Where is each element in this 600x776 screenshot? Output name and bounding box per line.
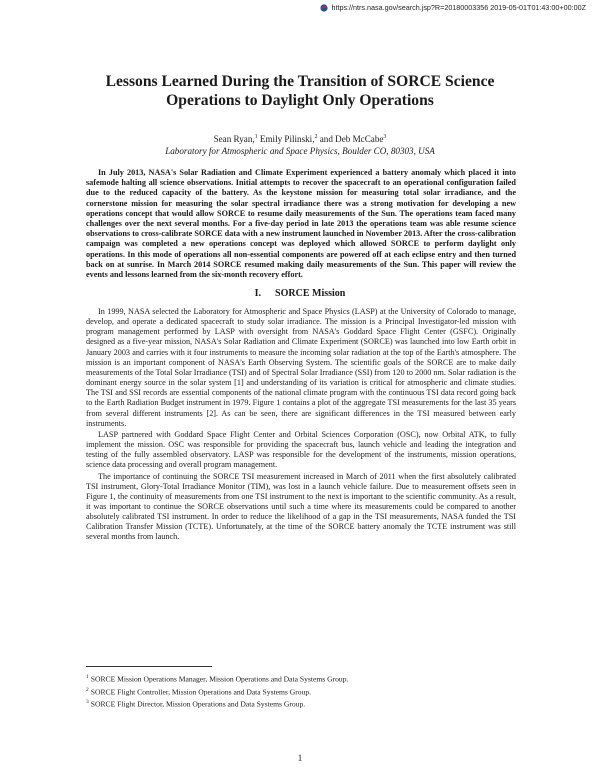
author-block [60, 132, 540, 157]
footnotes [86, 672, 516, 710]
paper-title [60, 72, 540, 110]
abstract: In July 2013, NASA's Solar Radiation and Climate Experiment experienced a battery anomaly which placed it into safemode halting all science observations. Initial attempts to recover the spacecraft to an operational configuration failed due to the reduced capacity of the battery. As the keystone mission for measuring total solar irradiance, and the cornerstone mission for measuring the solar spectral irradiance there was a strong motivation for developing a new operations concept that would allow SORCE to resume daily measurements of the Sun. The operations team faced many challenges over the next several months. For a five-day period in late 2013 the operations team was able resume science observations to cross-calibrate SORCE data with a new instrument launched in November 2013. After the cross-calibration campaign was completed a new operations concept was deployed which allowed SORCE to perform daylight only operations. In this mode of operations all non-essential components are powered off at each eclipse entry and then turned back on at sunrise. In March 2014 SORCE resumed making daily measurements of the Sun. This paper will review the events and lessons learned from the six-month recovery effort. [86, 168, 516, 280]
footnote-1 [86, 672, 516, 685]
page-number: 1 [297, 753, 303, 763]
ntrs-stamp [320, 3, 586, 12]
footnote-2 [86, 685, 516, 698]
footnote-3-mark: 3 [86, 699, 89, 706]
footnote-2-text: SORCE Flight Controller, Mission Operations and Data Systems Group. [90, 687, 312, 697]
ntrs-logo-icon [320, 4, 328, 12]
title-line-1: Lessons Learned During the Transition of SORCE Science [105, 73, 495, 90]
section-title: SORCE Mission [275, 288, 346, 299]
footnote-3 [86, 697, 516, 710]
author-1-mark: 1 [254, 134, 258, 140]
affiliation: Laboratory for Atmospheric and Space Physics, Boulder CO, 80303, USA [165, 145, 435, 156]
body-text [86, 307, 516, 544]
footnote-1-text: SORCE Mission Operations Manager, Mission Operations and Data Systems Group. [90, 674, 349, 684]
section-number: I. [254, 288, 262, 299]
footnote-1-mark: 1 [86, 674, 89, 680]
footnote-3-text: SORCE Flight Director, Mission Operations and Data Systems Group. [90, 700, 306, 709]
title-line-2: Operations to Daylight Only Operations [166, 92, 434, 109]
paragraph-3: The importance of continuing the SORCE TSI measurement increased in March of 2011 when the first absolutely calibrated TSI instrument, Glory-Total Irradiance Monitor (TIM), was lost in a launch vehicle failure. Due to measurement offsets seen in Figure 1, the continuity of measurements from one TSI instrument to the next is important to the scientific community. As a result, it was important to continue the SORCE observations until such a time where its measurements could be compared to another absolutely calibrated TSI instrument. In order to reduce the likelihood of a gap in the TSI measurements, NASA funded the TSI Calibration Transfer Mission (TCTE). Unfortunately, at the time of the SORCE battery anomaly the TCTE instrument was still several months from launch. [86, 471, 516, 542]
author-2: Emily Pilinski, [257, 134, 315, 145]
paragraph-1: In 1999, NASA selected the Laboratory for Atmospheric and Space Physics (LASP) at the University of Colorado to manage, develop, and operate a dedicated spacecraft to study solar irradiance. The mission is a Principal Investigator-led mission with program management performed by LASP with oversight from NASA's Goddard Space Flight Center (GSFC). Originally designed as a five-year mission, NASA's Solar Radiation and Climate Experiment (SORCE) was launched into low Earth orbit in January 2003 and carries with it four instruments to measure the incoming solar radiation at the top of the Earth's atmosphere. The mission is an important component of NASA's Earth Observing System. The scientific goals of the SORCE are to make daily measurements of the Total Solar Irradiance (TSI) and of Spectral Solar Irradiance (SSI) from 120 to 2000 nm. Solar radiation is the dominant energy source in the solar system [1] and understanding of its variation is critical for atmospheric and climate studies. The TSI and SSI records are essential components of the national climate program with the continuous TSI data record going back to the Earth Radiation Budget instrument in 1979. Figure 1 contains a plot of the aggregate TSI measurements for the last 35 years from several different instruments [2]. As can be seen, there are significant differences in the TSI measured between early instruments. [86, 307, 516, 428]
paragraph-2: LASP partnered with Goddard Space Flight Center and Orbital Sciences Corporation (OSC), now Orbital ATK, to fully implement the mission. OSC was responsible for providing the spacecraft bus, launch vehicle and leading the integration and testing of the fully assembled observatory. LASP was responsible for the development of the instruments, mission operations, science data processing and overall program management. [86, 429, 516, 470]
stamp-text: https://ntrs.nasa.gov/search.jsp?R=20180003356 2019-05-01T01:43:00+00:00Z [331, 3, 586, 12]
footnote-divider [86, 666, 212, 667]
footnote-2-mark: 2 [86, 686, 89, 693]
author-1: Sean Ryan, [213, 134, 255, 145]
author-2-mark: 2 [314, 134, 318, 140]
author-3-mark: 3 [383, 134, 387, 140]
section-heading [60, 288, 540, 299]
author-3: and Deb McCabe [317, 134, 384, 145]
